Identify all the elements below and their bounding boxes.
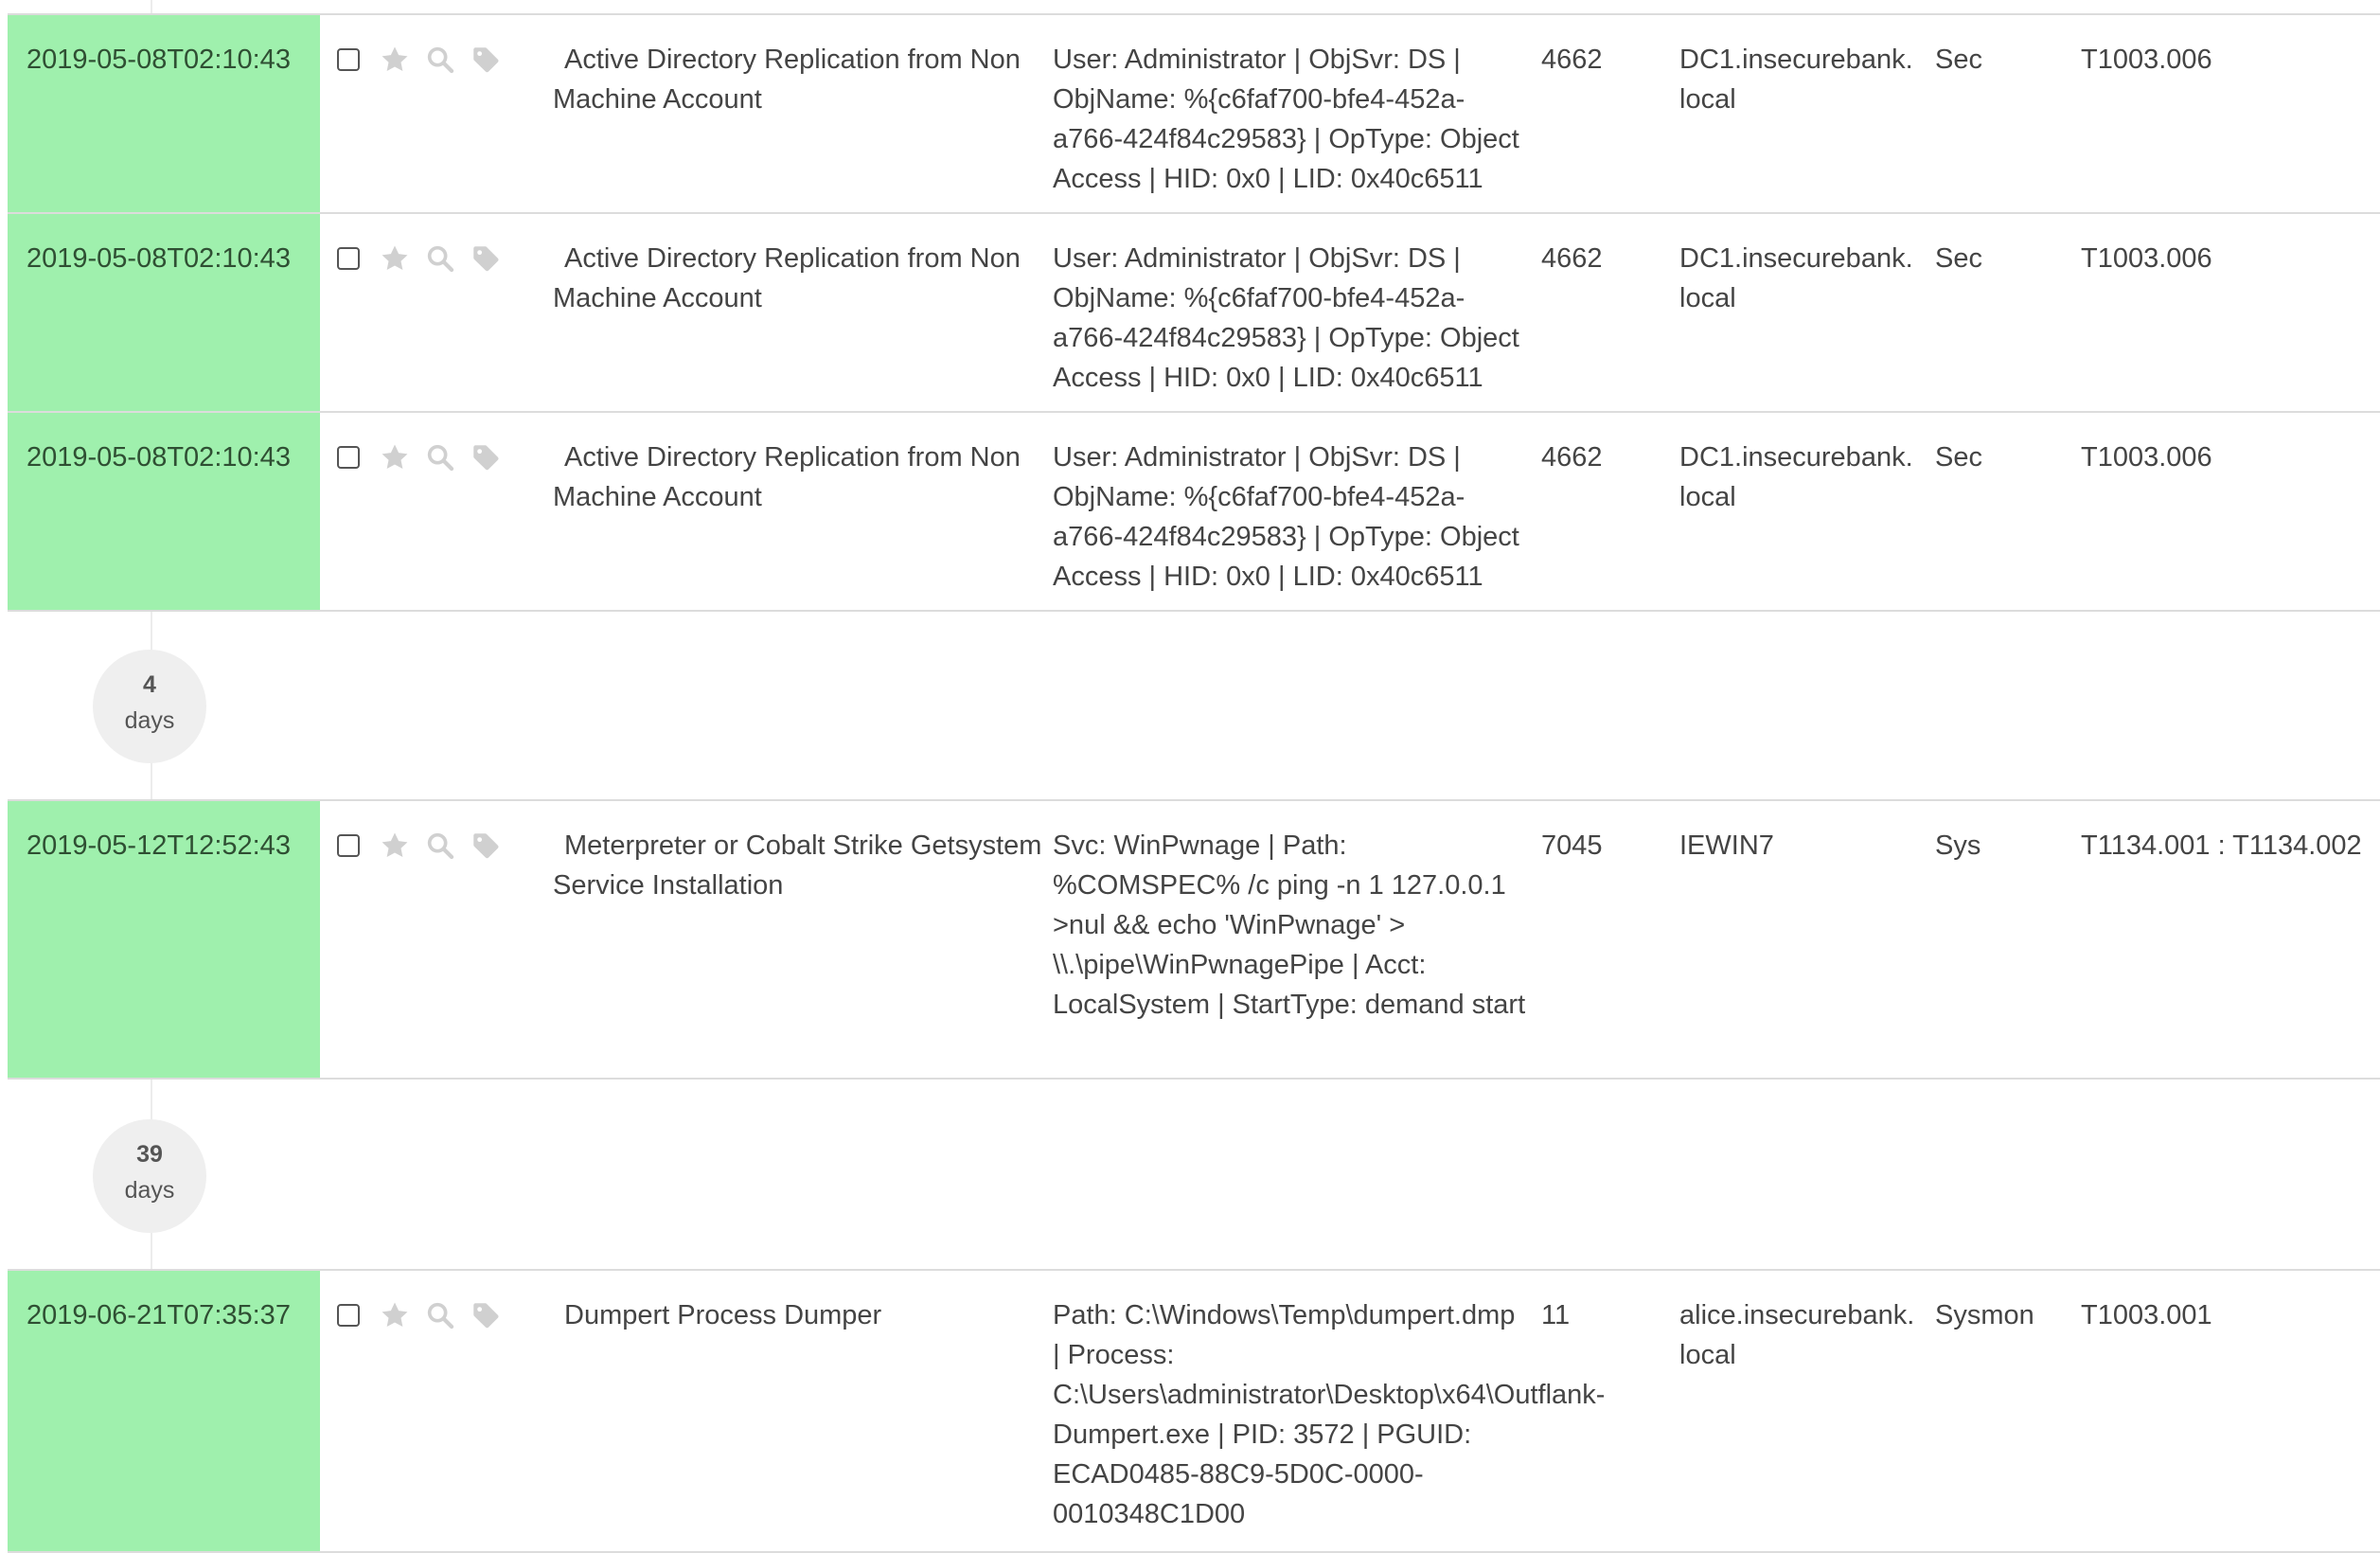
row-checkbox[interactable] xyxy=(337,247,360,270)
table-row[interactable] xyxy=(8,411,2380,612)
tag-icon[interactable] xyxy=(470,44,502,76)
rule-title-cell: Active Directory Replication from Non Machine Account xyxy=(553,243,1021,313)
timestamp-cell: 2019-05-08T02:10:43 xyxy=(8,214,320,411)
computer-cell: alice.insecurebank.local xyxy=(1679,1300,1915,1370)
star-icon[interactable] xyxy=(379,830,411,862)
table-row[interactable] xyxy=(8,13,2380,214)
star-icon[interactable] xyxy=(379,1299,411,1331)
computer-cell: DC1.insecurebank.local xyxy=(1679,45,1913,115)
row-checkbox[interactable] xyxy=(337,48,360,71)
search-icon[interactable] xyxy=(424,242,456,275)
row-actions xyxy=(337,239,515,278)
computer-cell: IEWIN7 xyxy=(1679,830,1774,861)
star-icon[interactable] xyxy=(379,441,411,473)
details-cell: Svc: WinPwnage | Path: %COMSPEC% /c ping -n 1 127.0.0.1 >nul && echo 'WinPwnage' > \\.\pipe\WinPwnagePipe | Acct: LocalSystem | StartType: demand start xyxy=(1053,830,1526,1020)
tag-icon[interactable] xyxy=(470,242,502,275)
channel-cell: Sec xyxy=(1935,442,1982,473)
channel-cell: Sec xyxy=(1935,45,1982,75)
event-id-cell: 7045 xyxy=(1541,830,1603,861)
timestamp-cell: 2019-06-21T07:35:37 xyxy=(8,1271,320,1551)
table-row[interactable] xyxy=(8,1269,2380,1553)
event-id-cell: 4662 xyxy=(1541,45,1603,75)
row-checkbox[interactable] xyxy=(337,446,360,469)
timestamp-cell: 2019-05-08T02:10:43 xyxy=(8,15,320,212)
channel-cell: Sys xyxy=(1935,830,1981,861)
details-cell: User: Administrator | ObjSvr: DS | ObjName: %{c6faf700-bfe4-452a-a766-424f84c29583} | OpType: Object Access | HID: 0x0 | LID: 0x40c6511 xyxy=(1053,45,1519,194)
search-icon[interactable] xyxy=(424,1299,456,1331)
tag-icon[interactable] xyxy=(470,1299,502,1331)
rule-title-cell: Meterpreter or Cobalt Strike Getsystem Service Installation xyxy=(553,830,1042,901)
mitre-technique-cell: T1003.006 xyxy=(2081,442,2212,473)
computer-cell: DC1.insecurebank.local xyxy=(1679,442,1913,512)
time-gap-badge xyxy=(93,1119,206,1233)
search-icon[interactable] xyxy=(424,830,456,862)
details-cell: Path: C:\Windows\Temp\dumpert.dmp | Process: C:\Users\administrator\Desktop\x64\Outflank-Dumpert.exe | PID: 3572 | PGUID: ECAD0485-88C9-5D0C-0000-0010348C1D00 xyxy=(1053,1300,1606,1529)
time-gap-badge xyxy=(93,650,206,763)
mitre-technique-cell: T1003.001 xyxy=(2081,1300,2212,1330)
star-icon[interactable] xyxy=(379,44,411,76)
row-checkbox[interactable] xyxy=(337,1304,360,1327)
row-actions xyxy=(337,437,515,477)
row-actions xyxy=(337,1295,515,1335)
search-icon[interactable] xyxy=(424,44,456,76)
time-gap-number: 39 xyxy=(136,1141,163,1168)
channel-cell: Sec xyxy=(1935,243,1982,274)
rule-title-cell: Active Directory Replication from Non Machine Account xyxy=(553,45,1021,115)
table-row[interactable] xyxy=(8,212,2380,413)
event-id-cell: 4662 xyxy=(1541,243,1603,274)
row-checkbox[interactable] xyxy=(337,834,360,857)
table-row[interactable] xyxy=(8,799,2380,1080)
time-gap-unit: days xyxy=(124,707,175,734)
timestamp-cell: 2019-05-12T12:52:43 xyxy=(8,801,320,1078)
computer-cell: DC1.insecurebank.local xyxy=(1679,243,1913,313)
row-actions xyxy=(337,40,515,80)
details-cell: User: Administrator | ObjSvr: DS | ObjName: %{c6faf700-bfe4-452a-a766-424f84c29583} | OpType: Object Access | HID: 0x0 | LID: 0x40c6511 xyxy=(1053,243,1519,393)
rule-title-cell: Dumpert Process Dumper xyxy=(564,1300,882,1330)
time-gap-unit: days xyxy=(124,1177,175,1204)
event-id-cell: 11 xyxy=(1541,1300,1571,1330)
tag-icon[interactable] xyxy=(470,830,502,862)
tag-icon[interactable] xyxy=(470,441,502,473)
rule-title-cell: Active Directory Replication from Non Machine Account xyxy=(553,442,1021,512)
event-id-cell: 4662 xyxy=(1541,442,1603,473)
details-cell: User: Administrator | ObjSvr: DS | ObjName: %{c6faf700-bfe4-452a-a766-424f84c29583} | OpType: Object Access | HID: 0x0 | LID: 0x40c6511 xyxy=(1053,442,1519,592)
channel-cell: Sysmon xyxy=(1935,1300,2034,1330)
mitre-technique-cell: T1003.006 xyxy=(2081,243,2212,274)
mitre-technique-cell: T1134.001 : T1134.002 xyxy=(2081,830,2362,861)
timestamp-cell: 2019-05-08T02:10:43 xyxy=(8,413,320,610)
mitre-technique-cell: T1003.006 xyxy=(2081,45,2212,75)
star-icon[interactable] xyxy=(379,242,411,275)
time-gap-number: 4 xyxy=(143,671,156,698)
row-actions xyxy=(337,826,515,866)
search-icon[interactable] xyxy=(424,441,456,473)
